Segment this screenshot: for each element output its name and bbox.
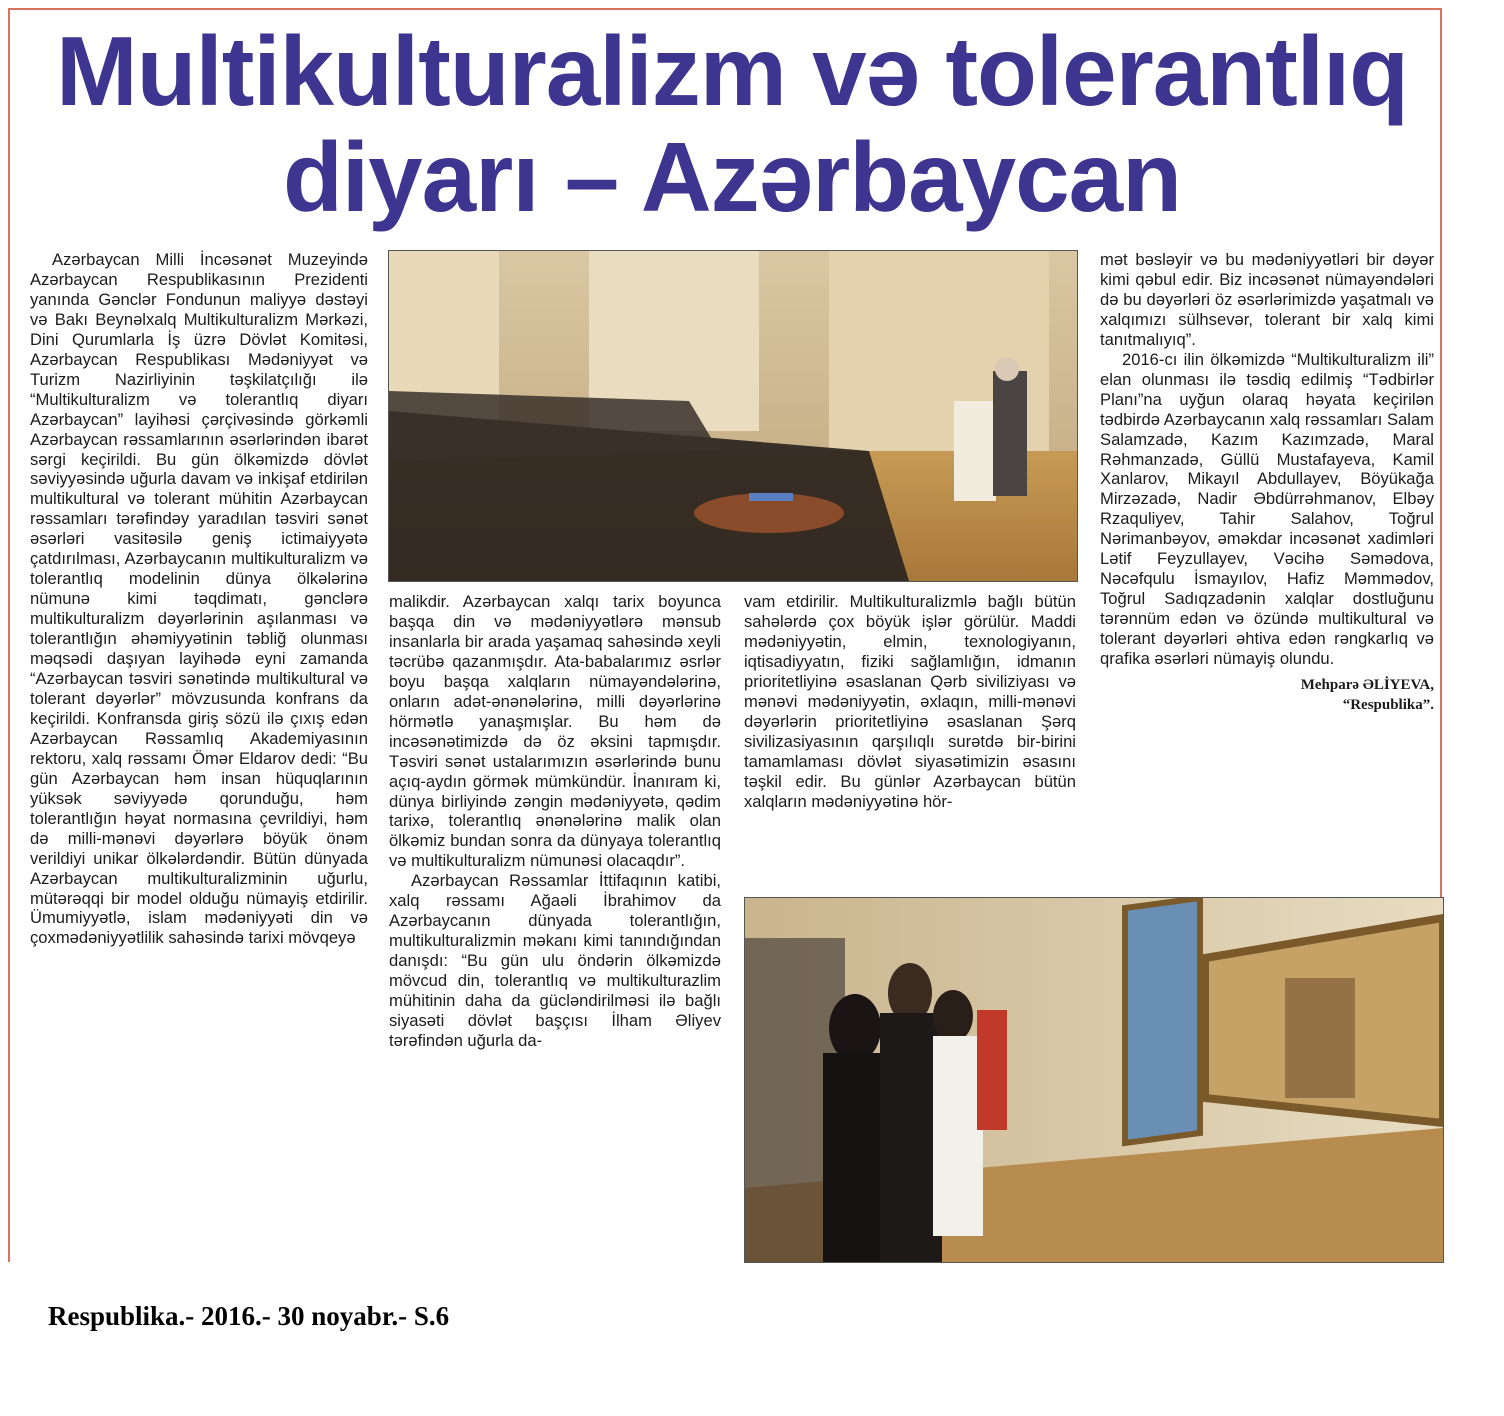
article-column-4 <box>1100 250 1434 715</box>
author-name: Mehparə ƏLİYEVA, <box>1300 677 1434 694</box>
article-column-1 <box>30 250 368 948</box>
headline-line-1: Multikulturalizm və tolerantlıq <box>55 16 1409 126</box>
paragraph: mət bəsləyir və bu mədəniyyətləri bir dəyər kimi qəbul edir. Biz incəsənət nümayəndələri də bu dəyərləri öz əsərlərimizdə yaşatmalı və xalqımızı sülhsevər, tolerant bir xalq kimi tanıtmalıyıq”. <box>1100 250 1434 349</box>
conference-photo <box>388 250 1078 582</box>
publication-footer: Respublika.- 2016.- 30 noyabr.- S.6 <box>48 1301 450 1331</box>
source-name: “Respublika”. <box>1342 697 1434 714</box>
headline-line-2: diyarı – Azərbaycan <box>283 122 1181 232</box>
article-column-2 <box>389 592 721 1051</box>
exhibition-photo <box>744 897 1444 1263</box>
author-signature <box>1100 675 1434 715</box>
paragraph: 2016-cı ilin ölkəmizdə “Multikulturalizm ili” elan olunması ilə təsdiq edilmiş “Tədbirlər Planı”na uyğun olaraq həyata keçirilən tədbirdə Azərbaycanın xalq rəssamları Salam Salamzadə, Kazım Kazımzadə, Maral Rəhmanzadə, Güllü Mustafayeva, Kamil Xanlarov, Mikayıl Abdullayev, Böyükağa Mirzəzadə, Nadir Əbdürrəhmanov, Elbəy Rzaquliyev, Tahir Salahov, Toğrul Nərimanbəyov, əməkdar incəsənət xadimləri Lətif Feyzullayev, Vəcihə Səmədova, Nəcəfqulu İsmayılov, Hafiz Məmmədov, Toğrul Sadıqzadənin xalqlar dostluğunu tərənnüm edən və özündə multikultural və tolerant dəyərləri əhtiva edən rəngkarlıq və qrafika əsərləri nümayiş olundu. <box>1100 349 1434 669</box>
article-column-3 <box>744 592 1076 811</box>
paragraph: malikdir. Azərbaycan xalqı tarix boyunca başqa din və mədəniyyətlərə mənsub insanlarla bir arada yaşamaq sahəsində xeyli təcrübə qazanmışdır. Ata-babalarımız əsrlər boyu başqa xalqların nümayəndələrinə, onların adət-ənənələrinə, milli dəyərlərinə hörmətlə yanaşmışlar. Bu həm də incəsənətimizdə də öz əksini tapmışdır. Təsviri sənət ustalarımızın əsərlərində bunu açıq-aydın görmək mümkündür. İnanıram ki, dünya birliyində zəngin mədəniyyətə, qədim tarixə, tolerantlıq ənənələrinə malik olan ölkəmiz bundan sonra da dünyaya tolerantlıq və multikulturalizm nümunəsi olacaqdır”. <box>389 592 721 871</box>
headline <box>30 18 1434 230</box>
paragraph: Azərbaycan Rəssamlar İttifaqının katibi, xalq rəssamı Ağaəli İbrahimov da Azərbaycanın dünyada tolerantlığın, multikulturalizmin məkanı kimi tanındığından danışdı: “Bu gün ulu öndərin ölkəmizdə mövcud din, tolerantlıq və multikulturazlim mühitinin daha da gücləndirilməsi ilə bağlı siyasəti dövlət başçısı İlham Əliyev tərəfindən uğurla da- <box>389 871 721 1050</box>
paragraph: vam etdirilir. Multikulturalizmlə bağlı bütün sahələrdə çox böyük işlər görülür. Maddi mədəniyyətin, elmin, texnologiyanın, iqtisadiyyatın, fiziki sağlamlığın, idmanın prioritetliyinə əsaslanan Qərb siviliziyası və mənəvi mədəniyyətin, əxlaqın, milli-mənəvi dəyərlərin prioritetliyinə əsaslanan Şərq sivilizasiyasının qarşılıqlı surətdə bir-birini tamamlaması dövlət siyasətimizin əsasını təşkil edir. Bu günlər Azərbaycan bütün xalqların mədəniyyətinə hör- <box>744 592 1076 811</box>
paragraph: Azərbaycan Milli İncəsənət Muzeyində Azərbaycan Respublikasının Prezidenti yanında Gənclər Fondunun maliyyə dəstəyi və Bakı Beynəlxalq Multikulturalizm Mərkəzi, Dini Qurumlarla İş üzrə Dövlət Komitəsi, Azərbaycan Respublikası Mədəniyyət və Turizm Nazirliyinin təşkilatçılığı ilə “Multikulturalizm və tolerantlıq diyarı Azərbaycan” layihəsi çərçivəsində görkəmli Azərbaycan rəssamlarının əsərlərindən ibarət sərgi keçirildi. Bu gün ölkəmizdə dövlət səviyyəsində uğurla davam və inkişaf etdirilən multikultural və tolerant mühitin Azərbaycan rəssamları tərəfindəy yaradılan təsviri sənət əsərləri vasitəsilə geniş ictimaiyyətə çatdırılması, Azərbaycanın multikulturalizm və tolerantlıq modelinin dünya ölkələrinə nümunə kimi təqdimatı, gənclərə multikulturalizm dəyərlərinin aşılanması və tolerantlığın əhəmiyyətinin təbliğ olunması məqsədi daşıyan layihədə eyni zamanda “Azərbaycan təsviri sənətində multikultural və tolerant dəyərlər” mövzusunda konfrans da keçirildi. Konfransda giriş sözü ilə çıxış edən Azərbaycan Rəssamlıq Akademiyasının rektoru, xalq rəssamı Ömər Eldarov dedi: “Bu gün Azərbaycan həm insan hüquqlarının yüksək səviyyədə qorunduğu, həm tolerantlığın həyat normasına çevrildiyi, həm də milli-mənəvi dəyərlərə böyük önəm verildiyi unikar ölkələrdəndir. Bütün dünyada Azərbaycan multikulturalizminin uğurlu, mütərəqqi bir model olduğu nümayiş etdirilir. Ümumiyyətlə, islam mədəniyyəti din və çoxmədəniyyətlilik sahəsində tarixi mövqeyə <box>30 250 368 948</box>
